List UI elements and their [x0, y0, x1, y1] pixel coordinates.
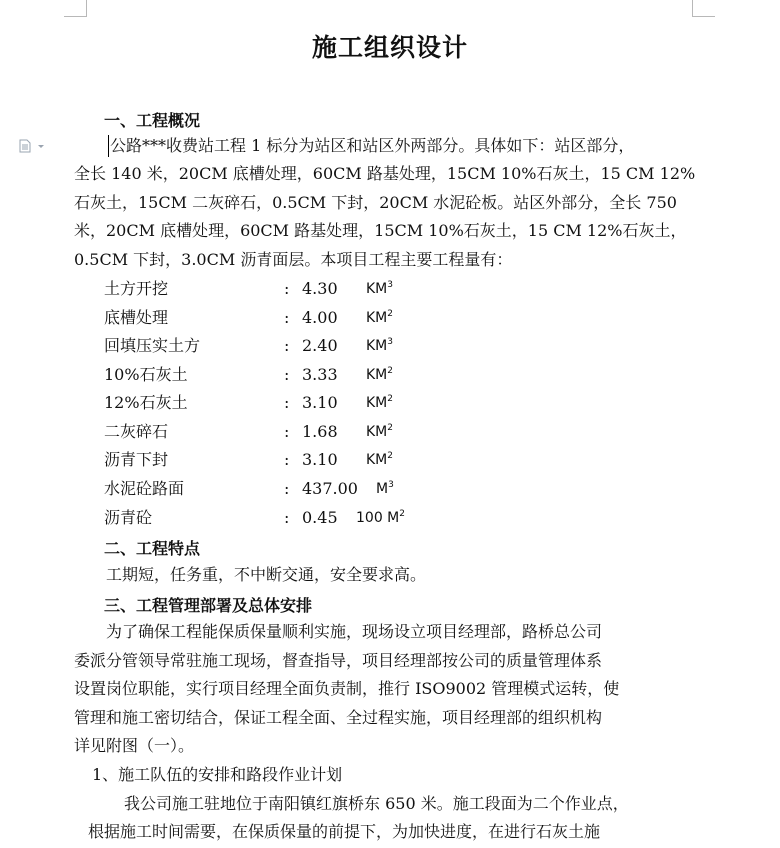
- paragraph-options-icon[interactable]: [19, 138, 47, 152]
- quantity-unit: $KM^3$: [366, 280, 393, 297]
- features-text: 工期短，任务重，不中断交通，安全要求高。: [106, 565, 427, 584]
- quantity-colon: :: [284, 365, 290, 384]
- quantity-value: 3.33: [302, 365, 338, 384]
- quantity-colon: :: [284, 450, 290, 469]
- management-line-3: 设置岗位职能，实行项目经理全面负责制，推行 ISO9002 管理模式运转，使: [74, 679, 620, 698]
- quantity-value: 3.10: [302, 450, 338, 469]
- document-title: 施工组织设计: [311, 33, 468, 62]
- quantity-name: 二灰碎石: [104, 422, 169, 441]
- quantity-value: 4.00: [302, 308, 338, 327]
- quantity-unit: $KM^3$: [366, 337, 393, 354]
- page-corner-mark-top-left: [64, 0, 87, 17]
- quantity-name: 底槽处理: [104, 308, 169, 327]
- quantity-name: 10%石灰土: [104, 365, 188, 384]
- overview-line-3: 石灰土，15CM 二灰碎石，0.5CM 下封，20CM 水泥砼板。站区外部分，全长 750: [74, 193, 677, 212]
- quantity-value: 4.30: [302, 279, 338, 298]
- management-line-2: 委派分管领导常驻施工现场，督查指导，项目经理部按公司的质量管理体系: [74, 651, 603, 670]
- quantity-value: 3.10: [302, 393, 338, 412]
- quantity-colon: :: [284, 336, 290, 355]
- quantity-name: 沥青下封: [104, 450, 169, 469]
- quantity-name: 土方开挖: [104, 279, 169, 298]
- quantity-name: 12%石灰土: [104, 393, 188, 412]
- overview-line-1: 公路***收费站工程 1 标分为站区和站区外两部分。具体如下：站区部分，: [110, 136, 635, 155]
- quantity-colon: :: [284, 479, 290, 498]
- quantity-name: 沥青砼: [104, 508, 153, 527]
- text-cursor: [108, 135, 109, 157]
- quantity-colon: :: [284, 308, 290, 327]
- team-line-1: 我公司施工驻地位于南阳镇红旗桥东 650 米。施工段面为二个作业点，: [124, 794, 629, 813]
- quantity-unit: $M^3$: [376, 480, 394, 497]
- management-line-5: 详见附图（一）。: [74, 736, 195, 755]
- quantity-value: 0.45: [302, 508, 338, 527]
- quantity-unit: $KM^2$: [366, 309, 393, 326]
- quantity-colon: :: [284, 393, 290, 412]
- quantity-colon: :: [284, 279, 290, 298]
- quantity-unit: $KM^2$: [366, 423, 393, 440]
- overview-line-5: 0.5CM 下封，3.0CM 沥青面层。本项目工程主要工程量有：: [74, 250, 513, 269]
- quantity-unit: $KM^2$: [366, 366, 393, 383]
- quantity-value: 2.40: [302, 336, 338, 355]
- quantity-value: 437.00: [302, 479, 358, 498]
- management-line-4: 管理和施工密切结合，保证工程全面、全过程实施，项目经理部的组织机构: [74, 708, 603, 727]
- quantity-colon: :: [284, 508, 290, 527]
- quantity-unit: $KM^2$: [366, 394, 393, 411]
- section-heading-management: 三、工程管理部署及总体安排: [104, 596, 313, 615]
- management-line-1: 为了确保工程能保质保量顺利实施，现场设立项目经理部，路桥总公司: [106, 622, 603, 641]
- subsection-heading-team: 1、施工队伍的安排和路段作业计划: [92, 765, 343, 784]
- quantity-name: 水泥砼路面: [104, 479, 185, 498]
- section-heading-overview: 一、工程概况: [104, 111, 201, 130]
- quantity-unit: $KM^2$: [366, 451, 393, 468]
- quantity-name: 回填压实土方: [104, 336, 201, 355]
- page-corner-mark-top-right: [692, 0, 715, 17]
- section-heading-features: 二、工程特点: [104, 539, 201, 558]
- quantity-unit: 100 $M^2$: [356, 509, 405, 526]
- quantity-value: 1.68: [302, 422, 338, 441]
- overview-line-4: 米，20CM 底槽处理，60CM 路基处理，15CM 10%石灰土，15 CM 12%石灰土，: [74, 221, 687, 240]
- team-line-2: 根据施工时间需要，在保质保量的前提下，为加快进度，在进行石灰土施: [88, 822, 601, 841]
- quantity-colon: :: [284, 422, 290, 441]
- overview-line-2: 全长 140 米，20CM 底槽处理，60CM 路基处理，15CM 10%石灰土，15 CM 12%: [74, 164, 696, 183]
